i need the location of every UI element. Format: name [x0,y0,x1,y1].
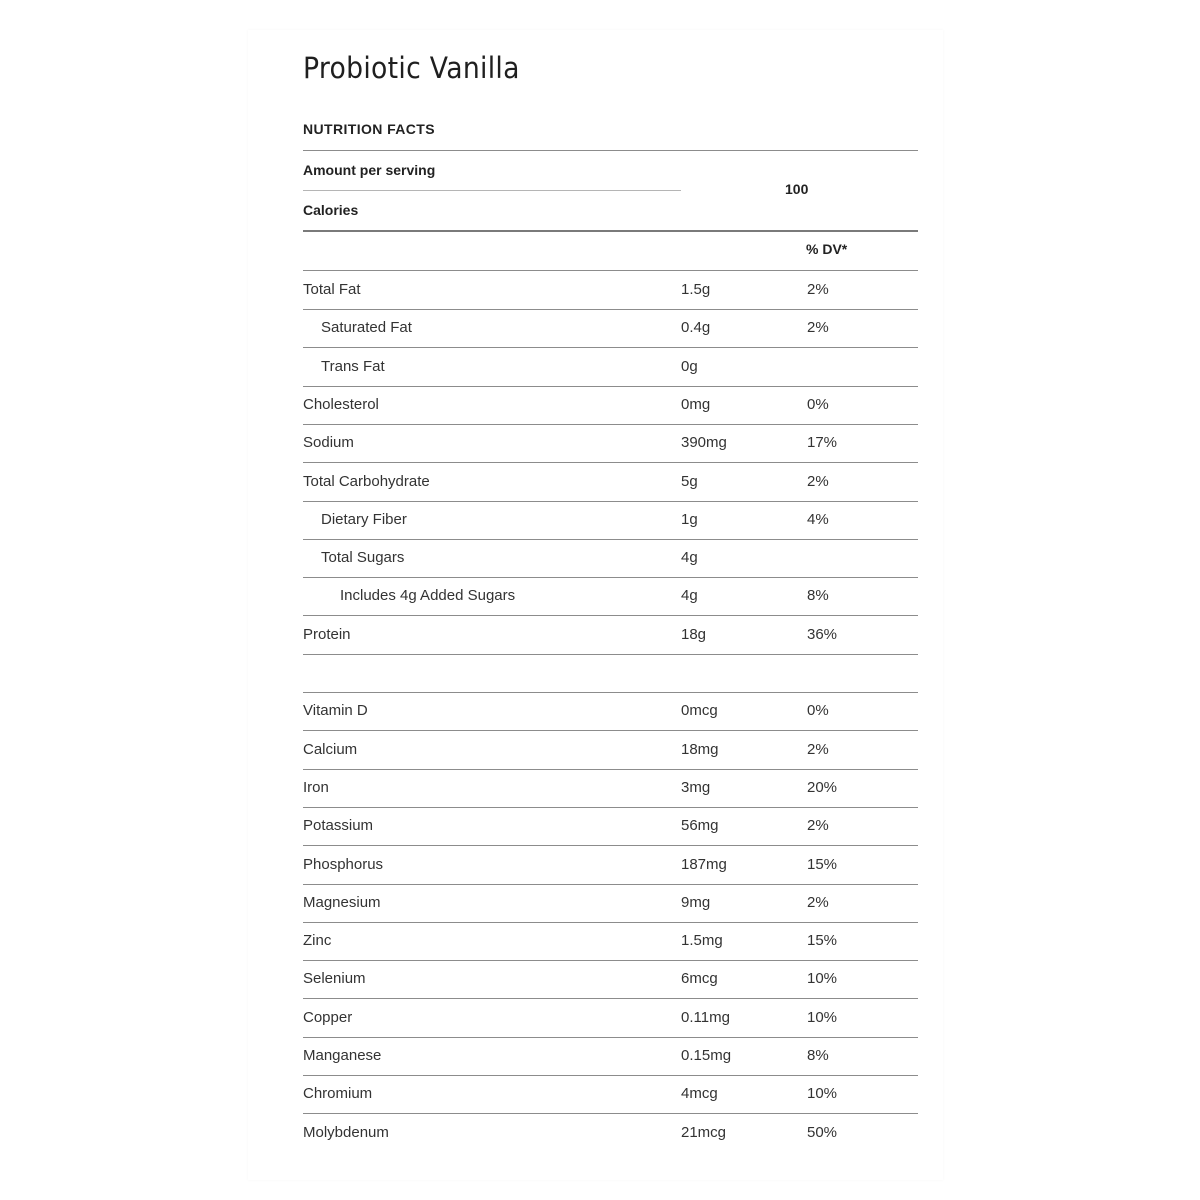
nutrient-daily-value: 8% [807,587,829,605]
nutrient-name: Trans Fat [321,357,385,375]
nutrient-name: Calcium [303,740,358,758]
nutrient-row [303,731,918,769]
amount-per-serving-label: Amount per serving [303,162,436,178]
nutrient-daily-value: 17% [807,434,838,452]
nutrient-amount: 0mg [681,395,711,413]
nutrient-amount: 1.5mg [681,932,723,950]
nutrient-amount: 0.15mg [681,1047,732,1064]
nutrient-row [303,386,918,424]
nutrient-row [303,271,918,309]
nutrient-daily-value: 8% [807,1047,829,1064]
nutrient-name: Iron [303,778,329,796]
nutrient-name: Molybdenum [303,1123,389,1141]
nutrient-name: Magnesium [303,893,381,911]
nutrient-amount: 187mg [681,855,727,873]
nutrient-amount: 4mcg [681,1085,718,1103]
nutrient-daily-value: 2% [807,893,829,911]
nutrient-row [303,501,918,539]
nutrient-name: Potassium [303,817,374,835]
serving-divider [303,190,681,191]
nutrient-daily-value: 10% [807,1008,838,1026]
nutrient-amount: 3mg [681,778,711,796]
nutrient-row [303,846,918,884]
nutrient-name: Copper [303,1008,353,1026]
nutrient-amount: 390mg [681,434,727,452]
nutrient-row [303,616,918,654]
nutrient-amount: 0mcg [681,702,718,720]
nutrient-name: Vitamin D [303,702,368,720]
nutrient-name: Selenium [303,970,366,988]
nutrient-daily-value: 0% [807,702,829,720]
calories-value: 100 [785,181,809,197]
nutrient-daily-value: 10% [807,970,838,988]
nutrient-amount: 6mcg [681,970,718,988]
heading-divider [303,150,918,151]
nutrient-name: Total Sugars [321,549,405,567]
nutrient-name: Cholesterol [303,395,379,413]
product-title: Probiotic Vanilla [303,51,520,85]
nutrient-daily-value: 36% [807,625,838,643]
nutrient-amount: 21mcg [681,1123,727,1141]
nutrition-facts-heading: NUTRITION FACTS [303,121,435,137]
nutrient-amount: 0g [681,357,698,375]
nutrient-amount: 4g [681,587,698,605]
nutrient-amount: 18g [681,625,707,643]
nutrient-row [303,463,918,501]
nutrient-name: Sodium [303,434,354,452]
nutrient-daily-value: 2% [807,740,829,758]
nutrient-daily-value: 15% [807,932,838,950]
nutrient-row [303,424,918,462]
nutrient-name: Phosphorus [303,855,384,873]
nutrient-amount: 0.11mg [681,1008,730,1026]
nutrient-amount: 1g [681,510,698,528]
nutrient-row [303,348,918,386]
nutrient-daily-value: 20% [807,778,838,796]
nutrient-daily-value: 2% [807,319,829,337]
nutrient-name: Dietary Fiber [321,510,407,528]
nutrient-name: Protein [303,625,351,643]
nutrient-daily-value: 10% [807,1085,838,1103]
nutrient-daily-value: 15% [807,855,838,873]
nutrient-row [303,539,918,577]
nutrient-amount: 5g [681,472,698,490]
nutrient-row [303,960,918,998]
nutrient-row [303,692,918,730]
nutrient-daily-value: 4% [807,510,829,528]
nutrient-row [303,884,918,922]
nutrient-name: Chromium [303,1085,373,1103]
nutrient-row [303,577,918,615]
nutrient-amount: 9mg [681,893,711,911]
nutrient-daily-value: 2% [807,281,829,298]
daily-value-header: % DV* [806,241,848,257]
nutrient-name: Total Fat [303,281,361,298]
nutrient-amount: 4g [681,549,698,567]
nutrient-name: Total Carbohydrate [303,472,430,490]
calories-divider [303,230,918,232]
nutrient-row [303,769,918,807]
nutrient-amount: 56mg [681,817,719,835]
nutrient-name: Saturated Fat [321,319,412,337]
nutrient-row [303,654,918,692]
nutrient-row [303,922,918,960]
nutrient-row [303,1114,918,1152]
nutrient-row [303,999,918,1037]
nutrient-name: Zinc [303,932,332,950]
nutrient-daily-value: 0% [807,395,829,413]
nutrient-row [303,1037,918,1075]
nutrient-name: Includes 4g Added Sugars [340,587,516,605]
calories-label: Calories [303,202,359,218]
nutrient-daily-value: 50% [807,1123,838,1141]
nutrient-daily-value: 2% [807,472,829,490]
nutrient-daily-value: 2% [807,817,829,835]
nutrient-amount: 1.5g [681,281,711,298]
nutrient-row [303,309,918,347]
nutrient-row [303,1075,918,1113]
nutrient-amount: 18mg [681,740,719,758]
nutrient-name: Manganese [303,1047,382,1064]
nutrient-row [303,807,918,845]
nutrient-amount: 0.4g [681,319,711,337]
